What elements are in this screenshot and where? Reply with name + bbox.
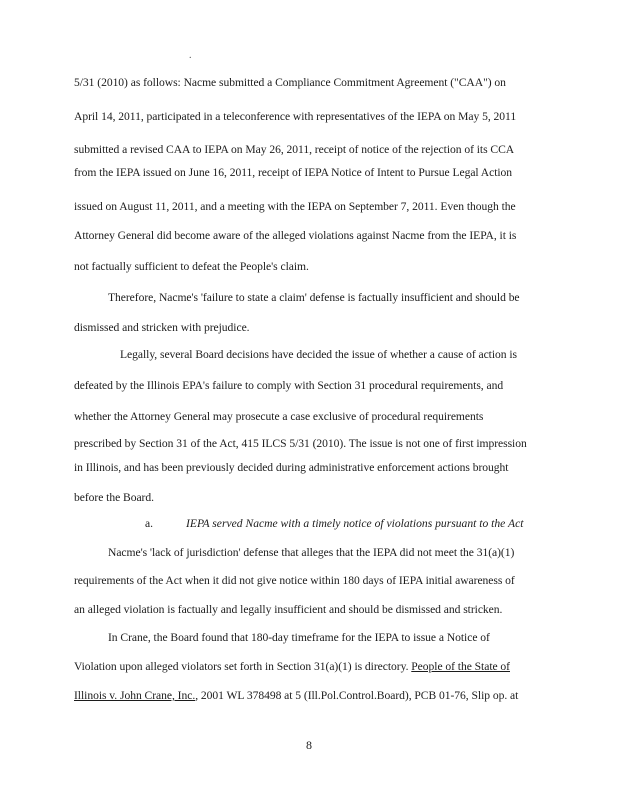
text-line: submitted a revised CAA to IEPA on May 26, 2011, receipt of notice of the rejection of its CCA <box>74 143 515 156</box>
text-line: Attorney General did become aware of the alleged violations against Nacme from the IEPA, it is <box>74 229 517 242</box>
text-line: not factually sufficient to defeat the People's claim. <box>74 260 309 273</box>
text-line: an alleged violation is factually and legally insufficient and should be dismissed and stricken. <box>74 603 503 616</box>
section-number: a. <box>145 517 154 530</box>
text-span: , 2001 WL 378498 at 5 (Ill.Pol.Control.Board), PCB 01-76, Slip op. at <box>195 689 519 702</box>
text-line: whether the Attorney General may prosecute a case exclusive of procedural requirements <box>74 410 484 423</box>
text-line: from the IEPA issued on June 16, 2011, receipt of IEPA Notice of Intent to Pursue Legal Action <box>74 166 513 179</box>
case-citation: Illinois v. John Crane, Inc. <box>74 689 196 702</box>
text-line: 5/31 (2010) as follows: Nacme submitted a Compliance Commitment Agreement ("CAA") on <box>74 76 506 89</box>
text-line: Legally, several Board decisions have decided the issue of whether a cause of action is <box>120 348 517 361</box>
case-citation: People of the State of <box>411 660 510 673</box>
text-line: Nacme's 'lack of jurisdiction' defense that alleges that the IEPA did not meet the 31(a)(1) <box>108 546 515 559</box>
section-heading: IEPA served Nacme with a timely notice of violations pursuant to the Act <box>186 517 524 530</box>
text-line: before the Board. <box>74 491 154 504</box>
text-line: dismissed and stricken with prejudice. <box>74 321 250 334</box>
stray-mark: . <box>189 50 192 61</box>
text-line: in Illinois, and has been previously decided during administrative enforcement actions brought <box>74 461 509 474</box>
text-line: In Crane, the Board found that 180-day timeframe for the IEPA to issue a Notice of <box>108 631 490 644</box>
text-line: requirements of the Act when it did not give notice within 180 days of IEPA initial awareness of <box>74 574 515 587</box>
text-span: Violation upon alleged violators set forth in Section 31(a)(1) is directory. <box>74 660 412 673</box>
text-line: issued on August 11, 2011, and a meeting with the IEPA on September 7, 2011. Even though the <box>74 200 516 213</box>
text-line: April 14, 2011, participated in a teleconference with representatives of the IEPA on May 5, 2011 <box>74 110 517 123</box>
text-line: Therefore, Nacme's 'failure to state a claim' defense is factually insufficient and should be <box>108 291 520 304</box>
text-line <box>74 660 554 674</box>
text-line <box>74 689 554 703</box>
text-line: prescribed by Section 31 of the Act, 415 ILCS 5/31 (2010). The issue is not one of first impression <box>74 437 527 450</box>
page-number: 8 <box>306 738 312 752</box>
text-line: defeated by the Illinois EPA's failure to comply with Section 31 procedural requirements, and <box>74 379 504 392</box>
